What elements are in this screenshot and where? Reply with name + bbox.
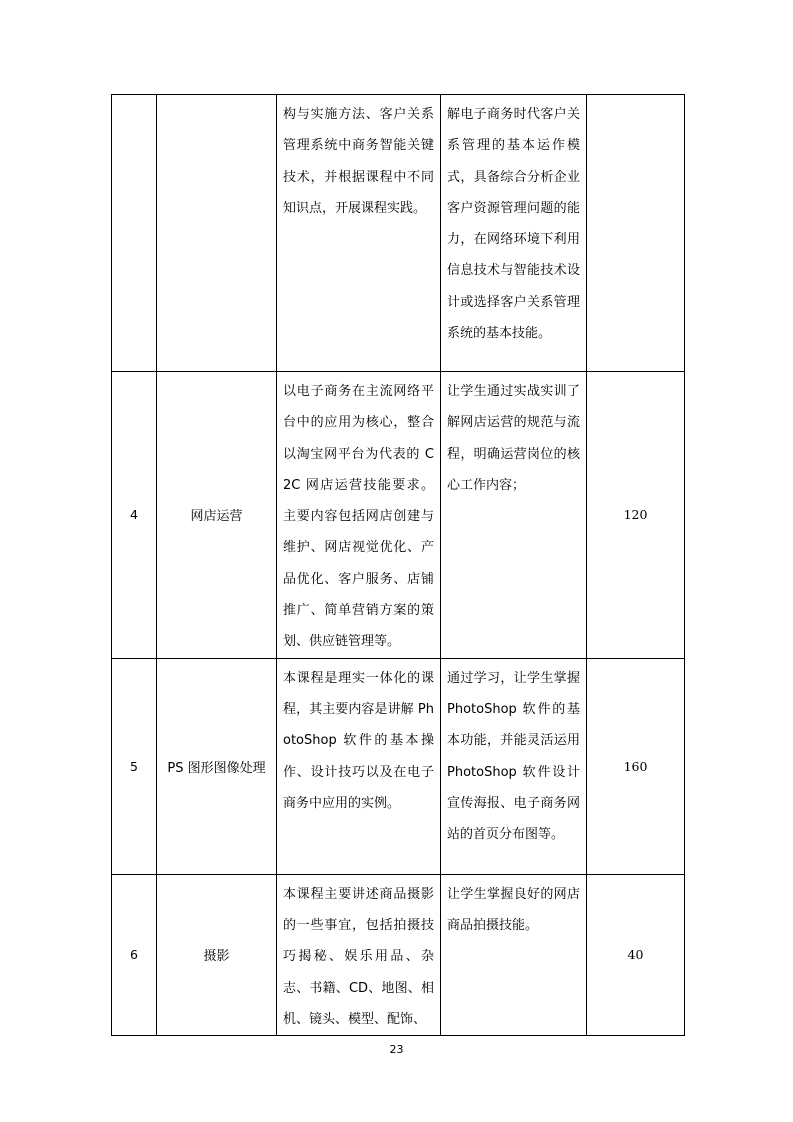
table-row bbox=[112, 372, 685, 659]
course-goal-cell: 让学生掌握良好的网店商品拍摄技能。 bbox=[441, 874, 587, 1035]
course-name-cell: 摄影 bbox=[157, 874, 277, 1035]
course-content-cell: 以电子商务在主流网络平台中的应用为核心，整合以淘宝网平台为代表的 C2C 网店运营技能要求。主要内容包括网店创建与维护、网店视觉优化、产品优化、客户服务、店铺推广、简单营销方案的策划、供应链管理等。 bbox=[277, 372, 441, 659]
course-goal-cell: 解电子商务时代客户关系管理的基本运作模式，具备综合分析企业客户资源管理问题的能力，在网络环境下利用信息技术与智能技术设计或选择客户关系管理系统的基本技能。 bbox=[441, 95, 587, 372]
table-row bbox=[112, 95, 685, 372]
course-name-cell bbox=[157, 95, 277, 372]
course-hours-cell bbox=[587, 95, 685, 372]
table-row bbox=[112, 874, 685, 1035]
course-hours-cell: 40 bbox=[587, 874, 685, 1035]
course-number-cell: 4 bbox=[112, 372, 157, 659]
course-number-cell bbox=[112, 95, 157, 372]
course-name-cell: 网店运营 bbox=[157, 372, 277, 659]
course-content-cell: 构与实施方法、客户关系管理系统中商务智能关键技术，并根据课程中不同知识点，开展课程实践。 bbox=[277, 95, 441, 372]
course-content-cell: 本课程是理实一体化的课程，其主要内容是讲解 PhotoShop 软件的基本操作、设计技巧以及在电子商务中应用的实例。 bbox=[277, 658, 441, 874]
course-content-cell: 本课程主要讲述商品摄影的一些事宜，包括拍摄技巧揭秘、娱乐用品、杂志、书籍、CD、地图、相机、镜头、模型、配饰、 bbox=[277, 874, 441, 1035]
course-table bbox=[111, 94, 685, 1036]
course-goal-cell: 让学生通过实战实训了解网店运营的规范与流程，明确运营岗位的核心工作内容； bbox=[441, 372, 587, 659]
course-name-cell: PS 图形图像处理 bbox=[157, 658, 277, 874]
table-row bbox=[112, 658, 685, 874]
course-number-cell: 5 bbox=[112, 658, 157, 874]
course-hours-cell: 160 bbox=[587, 658, 685, 874]
page-number: 23 bbox=[389, 1043, 404, 1056]
course-goal-cell: 通过学习，让学生掌握 PhotoShop 软件的基本功能，并能灵活运用 PhotoShop 软件设计宣传海报、电子商务网站的首页分布图等。 bbox=[441, 658, 587, 874]
course-number-cell: 6 bbox=[112, 874, 157, 1035]
course-hours-cell: 120 bbox=[587, 372, 685, 659]
